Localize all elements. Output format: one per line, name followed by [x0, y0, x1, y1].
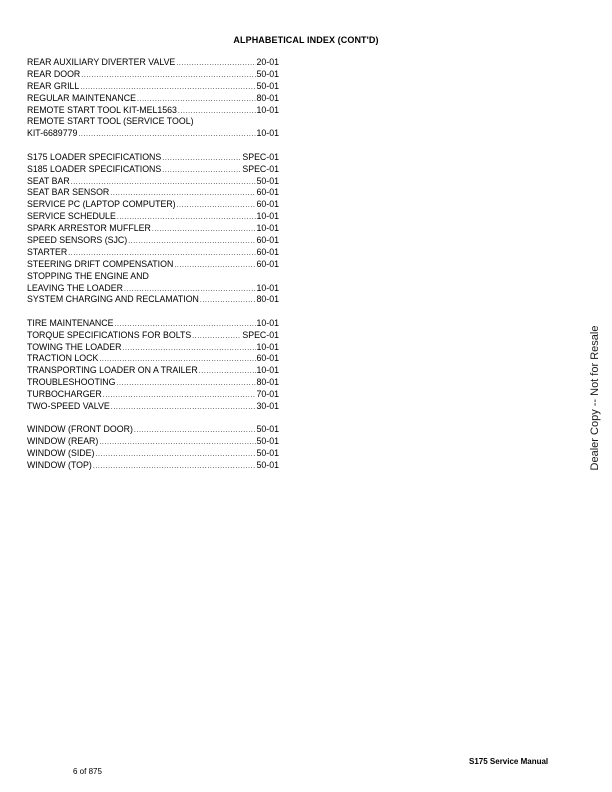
index-entry-page: 30-01 [256, 401, 279, 412]
dot-leader [93, 461, 256, 472]
index-entry-page: 10-01 [256, 317, 279, 328]
index-entry-page: 10-01 [256, 128, 279, 139]
index-entry[interactable] [27, 436, 279, 448]
index-entry-page: 50-01 [256, 175, 279, 186]
index-entry-term: REGULAR MAINTENANCE [27, 92, 136, 103]
index-entry[interactable] [27, 69, 279, 81]
dot-leader [95, 449, 255, 460]
index-entry-page: 50-01 [256, 424, 279, 435]
index-entry[interactable] [27, 176, 279, 188]
dot-leader [103, 390, 256, 401]
watermark: Dealer Copy -- Not for Resale [589, 325, 601, 471]
index-entry-page: 10-01 [256, 104, 279, 115]
index-entry[interactable] [27, 424, 279, 436]
index-group [27, 318, 279, 413]
index-entry-page: SPEC-01 [242, 163, 279, 174]
index-entry-term: SYSTEM CHARGING AND RECLAMATION [27, 294, 199, 305]
index-entry-term: REMOTE START TOOL (SERVICE TOOL) [27, 116, 194, 127]
index-entry-term: STOPPING THE ENGINE AND [27, 270, 149, 281]
index-entry-page: 60-01 [256, 353, 279, 364]
index-entry-term: WINDOW (TOP) [27, 460, 92, 471]
page-count: 6 of 875 [73, 767, 102, 776]
index-entry[interactable] [27, 116, 279, 128]
index-entry-page: 60-01 [256, 187, 279, 198]
index-entry-term: S185 LOADER SPECIFICATIONS [27, 163, 162, 174]
index-entry[interactable] [27, 211, 279, 223]
dot-leader [71, 177, 256, 188]
index-entry-page: 70-01 [256, 389, 279, 400]
index-entry[interactable] [27, 377, 279, 389]
index-entry[interactable] [27, 152, 279, 164]
dot-leader [115, 319, 256, 330]
dot-leader [134, 425, 256, 436]
index-entry[interactable] [27, 342, 279, 354]
alphabetical-index [27, 57, 279, 484]
index-entry-page: 10-01 [256, 282, 279, 293]
dot-leader [176, 58, 255, 69]
index-entry-term: SPEED SENSORS (SJC) [27, 234, 128, 245]
index-entry[interactable] [27, 330, 279, 342]
dot-leader [80, 82, 255, 93]
index-entry-page: 50-01 [256, 460, 279, 471]
index-entry-term: TROUBLESHOOTING [27, 377, 116, 388]
index-group [27, 424, 279, 472]
index-entry[interactable] [27, 187, 279, 199]
dot-leader [81, 70, 255, 81]
index-entry[interactable] [27, 401, 279, 413]
index-entry[interactable] [27, 353, 279, 365]
index-entry-term: TIRE MAINTENANCE [27, 317, 114, 328]
dot-leader [68, 248, 255, 259]
index-entry[interactable] [27, 318, 279, 330]
index-entry-term: WINDOW (SIDE) [27, 448, 95, 459]
index-entry[interactable] [27, 128, 279, 140]
index-entry-term: S175 LOADER SPECIFICATIONS [27, 151, 162, 162]
index-entry[interactable] [27, 448, 279, 460]
dot-leader [99, 437, 255, 448]
index-entry-term: SPARK ARRESTOR MUFFLER [27, 223, 151, 234]
index-entry-term: TRANSPORTING LOADER ON A TRAILER [27, 365, 198, 376]
dot-leader [116, 378, 255, 389]
index-entry-term: REMOTE START TOOL KIT-MEL1563 [27, 104, 177, 115]
dot-leader [123, 343, 256, 354]
index-entry[interactable] [27, 271, 279, 283]
index-entry-term: REAR AUXILIARY DIVERTER VALVE [27, 57, 176, 67]
index-entry-term: KIT-6689779 [27, 128, 78, 139]
dot-leader [78, 129, 255, 140]
index-entry-page: 80-01 [256, 377, 279, 388]
index-entry[interactable] [27, 223, 279, 235]
index-entry-term: SEAT BAR [27, 175, 70, 186]
index-entry-page: 10-01 [256, 223, 279, 234]
dot-leader [117, 212, 256, 223]
index-entry-page: 50-01 [256, 436, 279, 447]
index-entry[interactable] [27, 105, 279, 117]
dot-leader [162, 153, 241, 164]
index-entry-term: WINDOW (REAR) [27, 436, 99, 447]
index-entry-page: 80-01 [256, 294, 279, 305]
dot-leader [178, 106, 256, 117]
index-entry-term: STARTER [27, 246, 68, 257]
index-entry-page: 20-01 [256, 57, 279, 67]
index-entry[interactable] [27, 283, 279, 295]
index-entry-page: 60-01 [256, 258, 279, 269]
index-group [27, 152, 279, 307]
index-entry-page: SPEC-01 [242, 329, 279, 340]
index-entry-term: WINDOW (FRONT DOOR) [27, 424, 133, 435]
index-entry-term: TORQUE SPECIFICATIONS FOR BOLTS [27, 329, 192, 340]
index-entry-term: TRACTION LOCK [27, 353, 99, 364]
index-entry[interactable] [27, 460, 279, 472]
index-entry[interactable] [27, 164, 279, 176]
index-entry[interactable] [27, 81, 279, 93]
index-entry[interactable] [27, 235, 279, 247]
index-entry-page: 50-01 [256, 68, 279, 79]
index-entry[interactable] [27, 389, 279, 401]
index-entry-page: 60-01 [256, 199, 279, 210]
index-entry-term: TURBOCHARGER [27, 389, 102, 400]
index-entry[interactable] [27, 93, 279, 105]
index-entry-page: 60-01 [256, 234, 279, 245]
index-entry-term: REAR GRILL [27, 80, 80, 91]
dot-leader [200, 295, 256, 306]
index-entry-page: SPEC-01 [242, 151, 279, 162]
index-entry[interactable] [27, 294, 279, 306]
dot-leader [110, 188, 255, 199]
dot-leader [192, 331, 241, 342]
index-entry-term: TOWING THE LOADER [27, 341, 122, 352]
dot-leader [162, 165, 241, 176]
index-entry-page: 80-01 [256, 92, 279, 103]
dot-leader [128, 236, 255, 247]
index-entry-term: SERVICE SCHEDULE [27, 211, 116, 222]
index-entry-term: LEAVING THE LOADER [27, 282, 123, 293]
index-entry-term: SERVICE PC (LAPTOP COMPUTER) [27, 199, 176, 210]
index-entry-page: 10-01 [256, 341, 279, 352]
index-entry-page: 10-01 [256, 365, 279, 376]
index-entry-term: STEERING DRIFT COMPENSATION [27, 258, 174, 269]
index-entry[interactable] [27, 57, 279, 69]
dot-leader [152, 224, 256, 235]
page-title: ALPHABETICAL INDEX (CONT'D) [233, 35, 379, 45]
dot-leader [111, 402, 256, 413]
index-entry[interactable] [27, 259, 279, 271]
index-entry-term: SEAT BAR SENSOR [27, 187, 110, 198]
index-entry[interactable] [27, 247, 279, 259]
manual-title: S175 Service Manual [469, 757, 549, 766]
index-entry[interactable] [27, 199, 279, 211]
dot-leader [124, 284, 256, 295]
dot-leader [199, 366, 256, 377]
index-group [27, 57, 279, 140]
index-entry-term: TWO-SPEED VALVE [27, 401, 110, 412]
index-entry-page: 10-01 [256, 211, 279, 222]
index-entry-page: 50-01 [256, 448, 279, 459]
index-entry-term: REAR DOOR [27, 68, 81, 79]
index-entry-page: 50-01 [256, 80, 279, 91]
index-entry[interactable] [27, 365, 279, 377]
dot-leader [174, 260, 255, 271]
dot-leader [99, 354, 255, 365]
dot-leader [137, 94, 256, 105]
dot-leader [177, 200, 256, 211]
index-entry-page: 60-01 [256, 246, 279, 257]
